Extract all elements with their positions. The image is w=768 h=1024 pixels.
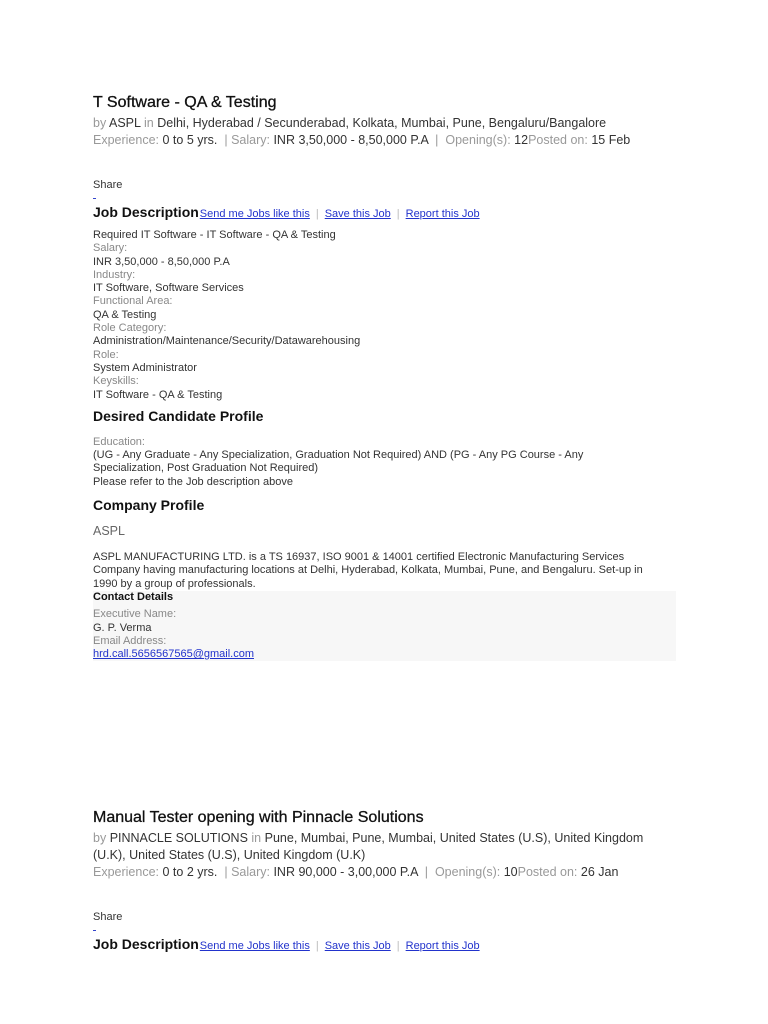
posted-date: 15 Feb: [591, 133, 631, 147]
experience-value: 0 to 5 yrs.: [162, 133, 218, 147]
functional-area-label: Functional Area:: [93, 295, 173, 308]
candidate-profile: Education: (UG - Any Graduate - Any Specialization, Graduation Not Required) AND (PG - Any PG Course - Any Specialization, Post Graduation Not Required) Please refer to the Job description above: [93, 436, 683, 489]
posted-date: 26 Jan: [580, 865, 619, 879]
role-category-text: Administration/Maintenance/Security/Datawarehousing: [93, 335, 361, 348]
openings-value: 10: [503, 865, 518, 879]
email-link[interactable]: hrd.call.5656567565@gmail.com: [93, 648, 254, 661]
candidate-note: Please refer to the Job description above: [93, 475, 293, 488]
company-profile-name: ASPL: [93, 524, 125, 539]
send-jobs-like-this-link[interactable]: Send me Jobs like this: [199, 940, 310, 952]
job-summary-line: Experience: 0 to 2 yrs. | Salary: INR 90,000 - 3,00,000 P.A | Opening(s): 10Posted on: 26 Jan: [93, 865, 619, 879]
keyskills-text: IT Software - QA & Testing: [93, 388, 223, 401]
save-job-link[interactable]: Save this Job: [324, 940, 391, 952]
job-description-heading: Job Description: [93, 936, 199, 952]
share-button[interactable]: Share: [93, 911, 123, 923]
education-text: (UG - Any Graduate - Any Specialization, Graduation Not Required) AND (PG - Any PG Course - Any: [93, 449, 584, 462]
desired-candidate-heading: Desired Candidate Profile: [93, 407, 264, 424]
industry-label: Industry:: [93, 268, 136, 281]
company-profile-heading: Company Profile: [93, 497, 205, 514]
education-label: Education:: [93, 435, 145, 448]
required-text: Required IT Software - IT Software - QA & Testing: [93, 229, 336, 241]
experience-value: 0 to 2 yrs.: [162, 865, 218, 879]
report-job-link[interactable]: Report this Job: [405, 940, 480, 952]
keyskills-label: Keyskills:: [93, 375, 139, 388]
industry-text: IT Software, Software Services: [93, 282, 244, 295]
salary-label: Salary:: [93, 242, 128, 255]
company-location-line: by PINNACLE SOLUTIONS in Pune, Mumbai, Pune, Mumbai, United States (U.S), United Kingdom: [93, 831, 644, 845]
job-locations: Pune, Mumbai, Pune, Mumbai, United States (U.S), United Kingdom: [264, 831, 644, 845]
functional-area-text: QA & Testing: [93, 308, 157, 321]
job-title[interactable]: Manual Tester opening with Pinnacle Solutions: [93, 809, 424, 826]
contact-details-heading: Contact Details: [93, 590, 174, 603]
job-summary-line: Experience: 0 to 5 yrs. | Salary: INR 3,50,000 - 8,50,000 P.A | Opening(s): 12Posted on: 15 Feb: [93, 133, 631, 147]
job-description-header: [93, 204, 683, 220]
job-action-links: Send me Jobs like this | Save this Job | Report this Job: [199, 208, 480, 220]
salary-value: INR 3,50,000 - 8,50,000 P.A: [273, 133, 429, 147]
openings-value: 12: [514, 133, 529, 147]
report-job-link[interactable]: Report this Job: [405, 208, 480, 220]
share-link[interactable]: [93, 197, 96, 199]
job-listing-1: [93, 93, 683, 661]
role-label: Role:: [93, 348, 119, 361]
salary-value: INR 90,000 - 3,00,000 P.A: [273, 865, 418, 879]
email-address-label: Email Address:: [93, 634, 167, 647]
company-description: ASPL MANUFACTURING LTD. is a TS 16937, ISO 9001 & 14001 certified Electronic Manufacturing Services Company having manufacturing locations at Delhi, Hyderabad, Kolkata, Mumbai, Pune, and Bengaluru. Set-up in 1990 by a group of professionals.: [93, 551, 643, 590]
job-listing-2: [93, 808, 683, 952]
share-button[interactable]: Share: [93, 179, 123, 191]
company-location-line: by ASPL in Delhi, Hyderabad / Secunderabad, Kolkata, Mumbai, Pune, Bengaluru/Bangalore: [93, 116, 607, 130]
send-jobs-like-this-link[interactable]: Send me Jobs like this: [199, 208, 310, 220]
job-details: [93, 229, 683, 402]
share-link[interactable]: [93, 929, 96, 931]
job-locations-continued: (U.K), United States (U.S), United Kingdom (U.K): [93, 848, 366, 862]
job-action-links: Send me Jobs like this | Save this Job | Report this Job: [199, 940, 480, 952]
job-description-heading: Job Description: [93, 204, 199, 220]
executive-name: G. P. Verma: [93, 621, 152, 634]
job-locations: Delhi, Hyderabad / Secunderabad, Kolkata, Mumbai, Pune, Bengaluru/Bangalore: [157, 116, 607, 130]
executive-name-label: Executive Name:: [93, 608, 177, 621]
salary-text: INR 3,50,000 - 8,50,000 P.A: [93, 255, 230, 268]
contact-details-box: [93, 591, 676, 661]
job-title[interactable]: T Software - QA & Testing: [93, 94, 277, 111]
company-name[interactable]: ASPL: [109, 116, 141, 130]
job-description-header: [93, 936, 683, 952]
role-text: System Administrator: [93, 361, 197, 374]
role-category-label: Role Category:: [93, 322, 167, 335]
save-job-link[interactable]: Save this Job: [324, 208, 391, 220]
company-name[interactable]: PINNACLE SOLUTIONS: [109, 831, 248, 845]
